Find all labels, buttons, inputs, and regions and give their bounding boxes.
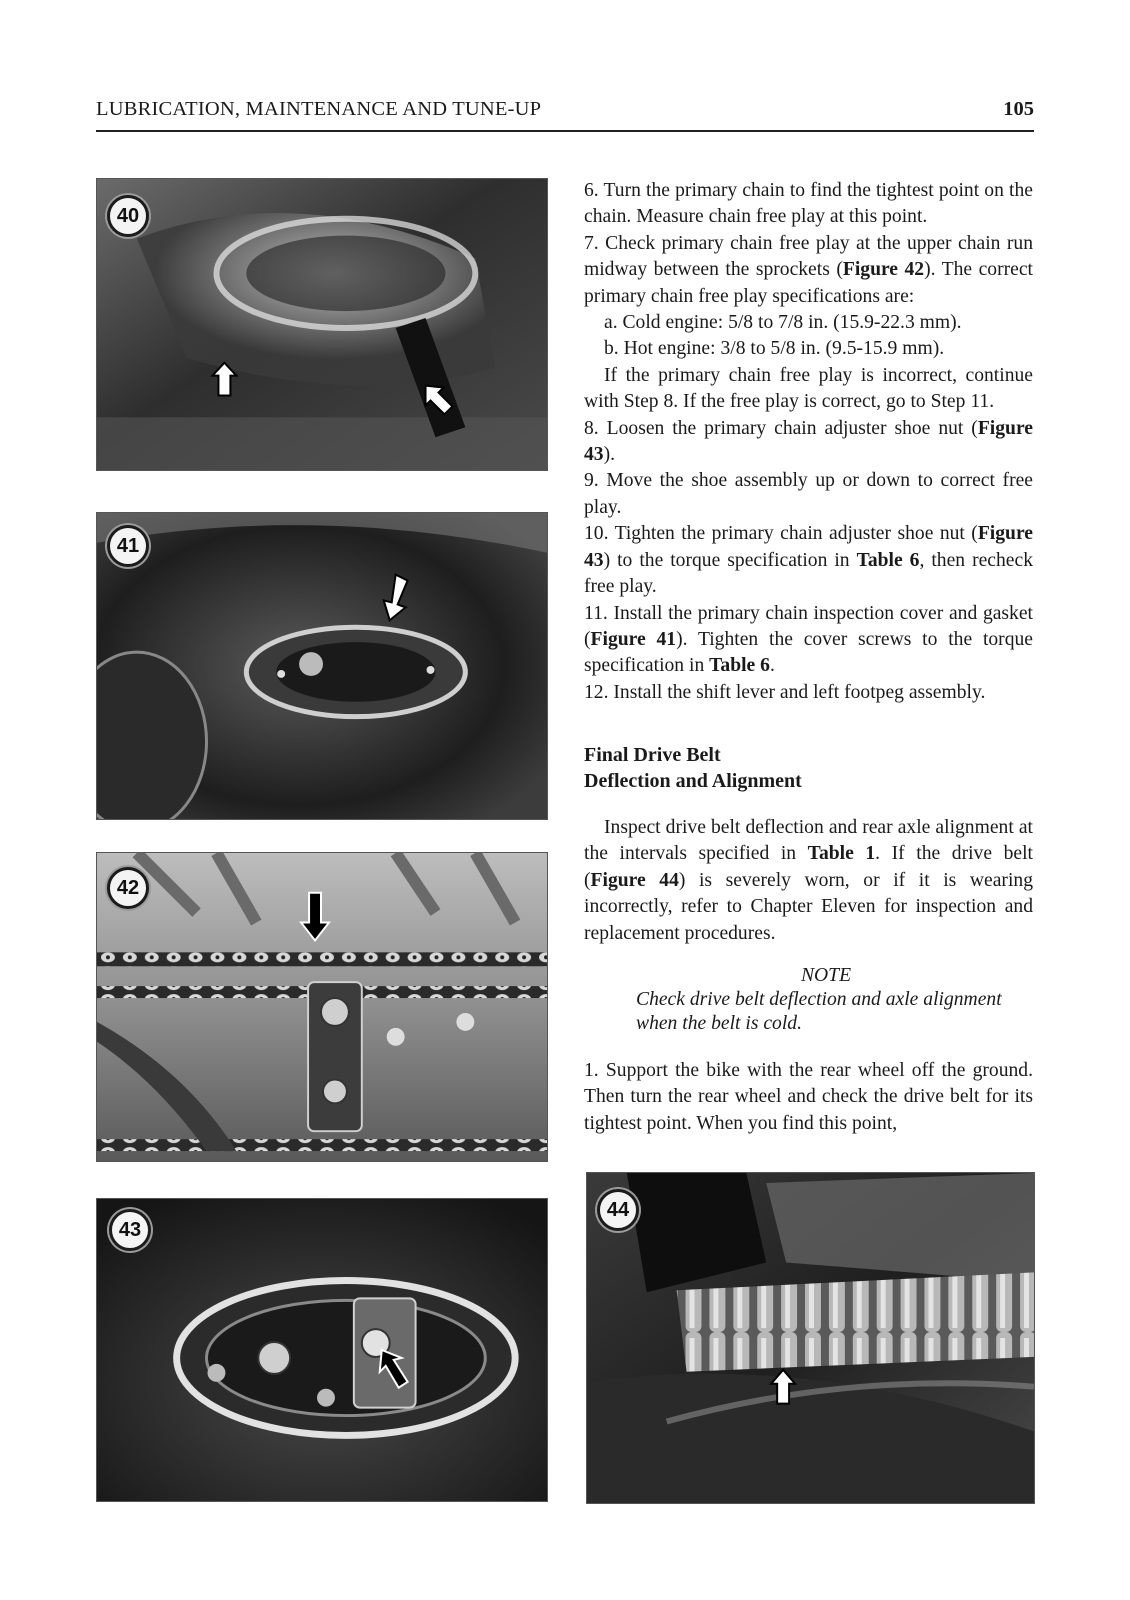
heading-line-1: Final Drive Belt: [584, 744, 721, 766]
incorrect-free-play-paragraph: If the primary chain free play is incorrect, continue with Step 8. If the free play is correct, go to Step 11.: [584, 364, 1033, 413]
procedure-steps-6-12: [584, 178, 1033, 706]
spec-cold-engine: a. Cold engine: 5/8 to 7/8 in. (15.9-22.3 mm).: [604, 312, 962, 334]
figure-40-number-badge: 40: [107, 195, 149, 237]
section-title: LUBRICATION, MAINTENANCE AND TUNE-UP: [96, 98, 542, 120]
figure-44-number-badge: 44: [597, 1189, 639, 1231]
step-10: 10. Tighten the primary chain adjuster shoe nut (Figure 43) to the torque specification in Table 6, then recheck free play.: [584, 523, 1033, 598]
figure-42-photo: [96, 852, 548, 1162]
page-header: [96, 96, 1034, 132]
page-number: 105: [1003, 98, 1034, 120]
step-8: 8. Loosen the primary chain adjuster shoe nut (Figure 43).: [584, 417, 1033, 466]
belt-inspection-paragraph: Inspect drive belt deflection and rear axle alignment at the intervals specified in Table 1. If the drive belt (Figure 44) is severely worn, or if it is wearing incorrectly, refer to Chapter Eleven for inspection and replacement procedures.: [584, 817, 1033, 944]
figure-40-image: [97, 179, 547, 470]
figure-41-number-badge: 41: [107, 525, 149, 567]
note-box: [636, 964, 1016, 1036]
step-9: 9. Move the shoe assembly up or down to correct free play.: [584, 470, 1033, 518]
section-heading: [584, 742, 1033, 794]
figure-41-photo: [96, 512, 548, 820]
figure-40-photo: [96, 178, 548, 471]
step-6: 6. Turn the primary chain to find the tightest point on the chain. Measure chain free play at this point.: [584, 180, 1033, 228]
figure-43-number-badge: 43: [109, 1209, 151, 1251]
figure-42-number-badge: 42: [107, 867, 149, 909]
spec-hot-engine: b. Hot engine: 3/8 to 5/8 in. (9.5-15.9 mm).: [604, 338, 945, 360]
heading-line-2: Deflection and Alignment: [584, 770, 802, 792]
belt-step-1: 1. Support the bike with the rear wheel off the ground. Then turn the rear wheel and check the drive belt for its tightest point. When you find this point,: [584, 1060, 1033, 1134]
figure-41-image: [97, 513, 547, 819]
figure-44-photo: [586, 1172, 1035, 1504]
figure-42-image: [97, 853, 547, 1161]
note-heading: NOTE: [800, 965, 852, 986]
note-text: Check drive belt deflection and axle alignment when the belt is cold.: [636, 989, 1002, 1034]
step-7: 7. Check primary chain free play at the upper chain run midway between the sprockets (Figure 42). The correct primary chain free play specifications are:: [584, 232, 1033, 307]
figure-43-photo: [96, 1198, 548, 1502]
step-12: 12. Install the shift lever and left footpeg assembly.: [584, 681, 986, 703]
step-11: 11. Install the primary chain inspection cover and gasket (Figure 41). Tighten the cover screws to the torque specification in Table 6.: [584, 602, 1033, 677]
figure-44-image: [587, 1173, 1034, 1503]
figure-43-image: [97, 1199, 547, 1501]
